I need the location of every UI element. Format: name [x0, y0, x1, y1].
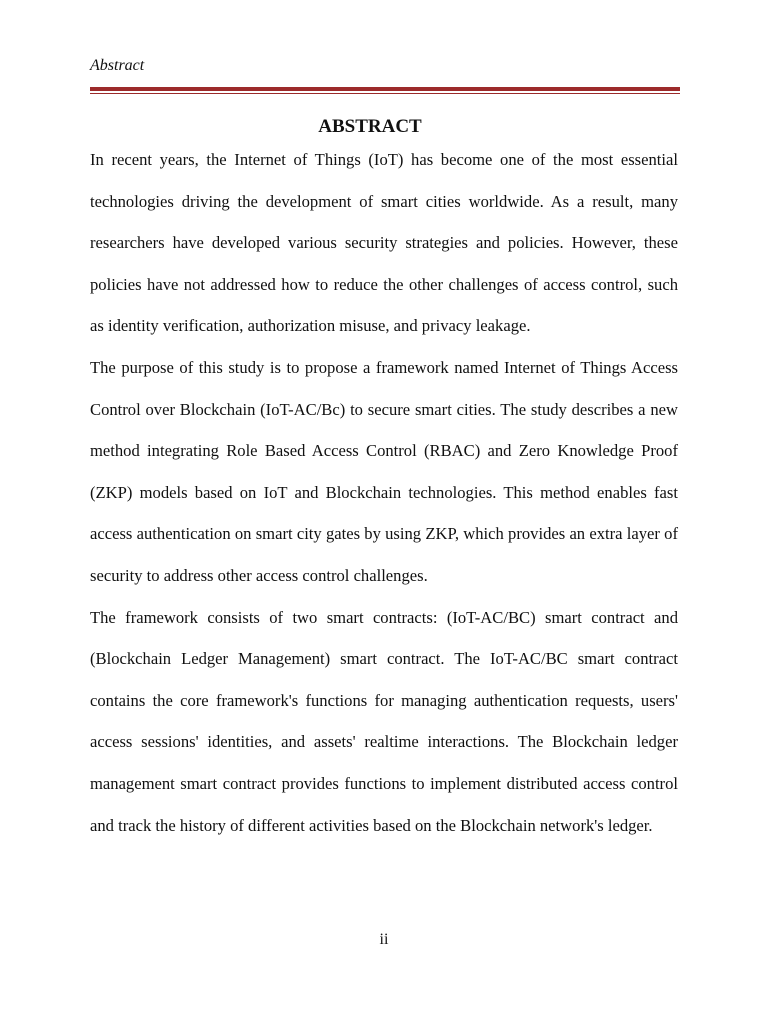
abstract-body [90, 139, 678, 846]
abstract-title: ABSTRACT [318, 115, 422, 137]
running-header-title: Abstract [90, 57, 145, 74]
page-number: ii [379, 931, 389, 948]
paragraph-introduction: In recent years, the Internet of Things (IoT) has become one of the most essential technologies driving the development of smart cities worldwide. As a result, many researchers have developed various security strategies and policies. However, these policies have not addressed how to reduce the other challenges of access control, such as identity verification, authorization misuse, and privacy leakage. [90, 150, 678, 336]
header-rule-thin [90, 93, 680, 94]
header-rule-thick [90, 87, 680, 91]
paragraph-framework: The framework consists of two smart contracts: (IoT-AC/BC) smart contract and (Blockchain Ledger Management) smart contract. The IoT-AC/BC smart contract contains the core framework's functions for managing authentication requests, users' access sessions' identities, and assets' realtime interactions. The Blockchain ledger management smart contract provides functions to implement distributed access control and track the history of different activities based on the Blockchain network's ledger. [90, 607, 678, 835]
paragraph-purpose: The purpose of this study is to propose a framework named Internet of Things Access Control over Blockchain (IoT-AC/Bc) to secure smart cities. The study describes a new method integrating Role Based Access Control (RBAC) and Zero Knowledge Proof (ZKP) models based on IoT and Blockchain technologies. This method enables fast access authentication on smart city gates by using ZKP, which provides an extra layer of security to address other access control challenges. [90, 357, 678, 585]
